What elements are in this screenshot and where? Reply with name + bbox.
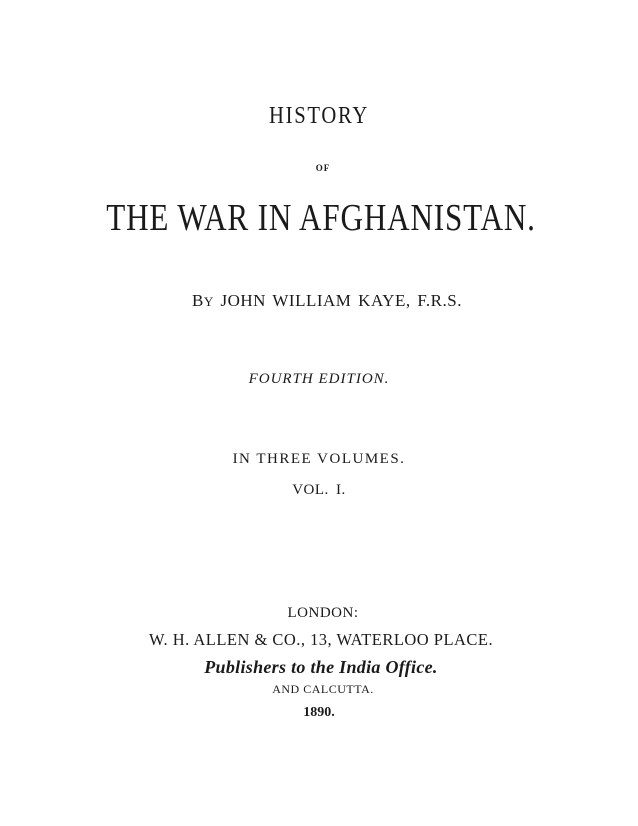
page-heading: HISTORY	[269, 103, 369, 129]
imprint-city: LONDON:	[287, 605, 359, 621]
author-by-initial: B	[192, 291, 204, 310]
imprint-city-secondary: AND CALCUTTA.	[272, 682, 374, 696]
title-connector: OF	[315, 163, 331, 173]
author-by-rest: Y	[203, 294, 214, 309]
book-title: THE WAR IN AFGHANISTAN.	[106, 197, 536, 239]
imprint-publisher: W. H. ALLEN & CO., 13, WATERLOO PLACE.	[148, 630, 494, 649]
volumes-label: IN THREE VOLUMES.	[232, 451, 406, 467]
author-name: JOHN WILLIAM KAYE, F.R.S.	[213, 291, 462, 310]
edition-label: FOURTH EDITION.	[248, 371, 390, 387]
author-line	[8, 292, 638, 309]
imprint-publisher-note: Publishers to the India Office.	[204, 657, 438, 677]
imprint-year: 1890.	[303, 705, 335, 720]
volume-number: VOL. I.	[292, 482, 346, 498]
